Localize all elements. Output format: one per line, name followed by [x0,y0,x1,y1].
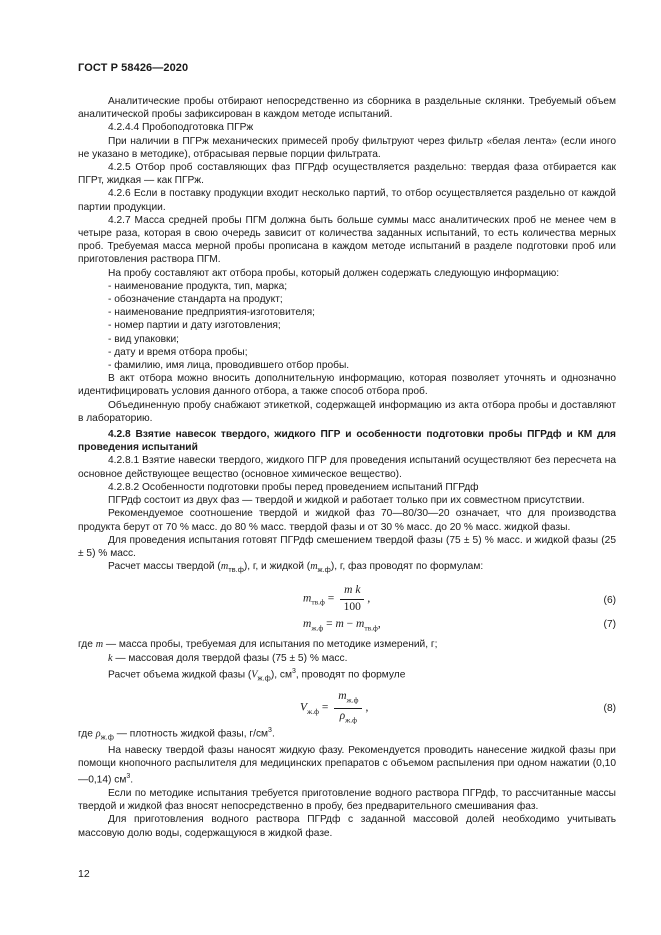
paragraph: Аналитические пробы отбирают непосредственно из сборника в раздельные склянки. Требуемый объем аналитической пробы зафиксирован в каждом методе испытаний. [78,96,616,121]
formula-7 [78,614,616,638]
document-body [78,95,616,840]
fraction: $\frac{m_{ж.ф}}{\rho_{ж.ф}}$ [334,690,362,726]
list-item: - вид упаковки; [108,333,180,345]
fraction: $\frac{\text{m k}}{100}$ [340,584,364,613]
paragraph-formula-intro: Расчет объема жидкой фазы $(V_{ж.ф})$, $см^3$, проводят по формуле [108,667,406,683]
paragraph: Рекомендуемое соотношение твердой и жидкой фаз 70—80/30—20 означает, что для производства продукта берут от 70 % масс. до 80 % масс. твердой фазы и от 30 % масс. до 20 % масс. жидкой фазы. [78,508,616,533]
paragraph: 4.2.8.2 Особенности подготовки пробы перед проведением испытаний ПГРдф [108,481,479,493]
document-header: ГОСТ Р 58426—2020 [78,62,189,74]
formula-7-body: $m_{ж.ф} = m - m_{тв.ф}$, [303,618,381,633]
paragraph: Объединенную пробу снабжают этикеткой, содержащей информацию из акта отбора пробы и доставляют в лабораторию. [78,399,616,424]
equation-number: (6) [603,595,616,607]
paragraph: Для проведения испытания готовят ПГРдф смешением твердой фазы (75 ± 5) % масс. и жидкой фазы (25 ± 5) % масс. [78,534,616,559]
list-item: - наименование продукта, тип, марка; [108,280,288,292]
paragraph: 4.2.7 Масса средней пробы ПГМ должна быть больше суммы масс аналитических проб не менее чем в четыре раза, которая в свою очередь зависит от количества заданных испытаний, то есть количества мерных проб. Требуемая масса мерной пробы прописана в каждом методе испытаний в разделе подготовки проб или приготовления раствора ПГМ. [78,214,616,266]
formula-6 [78,576,616,614]
list-item: - дату и время отбора пробы; [108,346,248,358]
list-item: - наименование предприятия-изготовителя; [108,307,315,319]
paragraph: Если по методике испытания требуется приготовление водного раствора ПГРдф, то рассчитанные массы твердой и жидкой фаз вносят непосредственно в пробу, без предварительного смешивания фаз. [78,788,616,813]
formula-6-body: $m_{тв.ф}$ = $\frac{\text{m k}}{100}$ , [303,584,371,613]
equation-number: (8) [603,703,616,715]
where-clause: где $\rho_{ж.ф}$ — плотность жидкой фазы, $г/см^3$. [78,727,275,742]
paragraph: ПГРдф состоит из двух фаз — твердой и жидкой и работает только при их совместном присутствии. [108,495,585,507]
where-clause: где m — масса пробы, требуемая для испытания по методике измерений, г; [78,639,438,651]
equation-number: (7) [603,619,616,631]
paragraph: В акт отбора можно вносить дополнительную информацию, которая позволяет уточнять и однозначно идентифицировать условия данного отбора, а также способ отбора проб. [78,373,616,398]
formula-8-body: $V_{ж.ф}$ = $\frac{m_{ж.ф}}{\rho_{ж.ф}}$ , [300,690,368,726]
paragraph: На навеску твердой фазы наносят жидкую фазу. Рекомендуется проводить нанесение жидкой фазы при помощи кнопочного распылителя для медицинских препаратов с объемом распыления при одном нажатии (0,10—0,14) $см^3$. [78,745,616,786]
paragraph: 4.2.5 Отбор проб составляющих фаз ПГРдф осуществляется раздельно: твердая фаза отбирается как ПГРт, жидкая — как ПГРж. [78,162,616,187]
list-item: - номер партии и дату изготовления; [108,320,281,332]
section-number: 4.2.4.4 Пробоподготовка ПГРж [108,122,254,134]
paragraph-formula-intro: Расчет массы твердой $(m_{тв.ф})$, г, и жидкой $(m_{ж.ф})$, г, фаз проводят по формулам: [108,561,484,575]
paragraph: 4.2.8.1 Взятие навески твердого, жидкого ПГР для проведения испытаний осуществляют без пересчета на основное действующее вещество (основное химическое вещество). [78,455,616,480]
where-clause: k — массовая доля твердой фазы (75 ± 5) % масс. [108,652,348,664]
formula-8 [78,684,616,724]
paragraph: На пробу составляют акт отбора пробы, который должен содержать следующую информацию: [108,267,560,279]
page-number: 12 [78,868,90,880]
paragraph: При наличии в ПГРж механических примесей пробу фильтруют через фильтр «белая лента» (если иного не указано в методике), отбрасывая первые порции фильтрата. [78,135,616,160]
paragraph: Для приготовления водного раствора ПГРдф с заданной массовой долей необходимо учитывать массовую долю воды, содержащуюся в жидкой фазе. [78,814,616,839]
paragraph: 4.2.6 Если в поставку продукции входит несколько партий, то отбор осуществляется раздельно от каждой партии продукции. [78,188,616,213]
list-item: - обозначение стандарта на продукт; [108,294,283,306]
list-item: - фамилию, имя лица, проводившего отбор пробы. [108,360,350,372]
section-heading: 4.2.8 Взятие навесок твердого, жидкого ПГР и особенности подготовки пробы ПГРдф и КМ для проведения испытаний [78,429,616,454]
